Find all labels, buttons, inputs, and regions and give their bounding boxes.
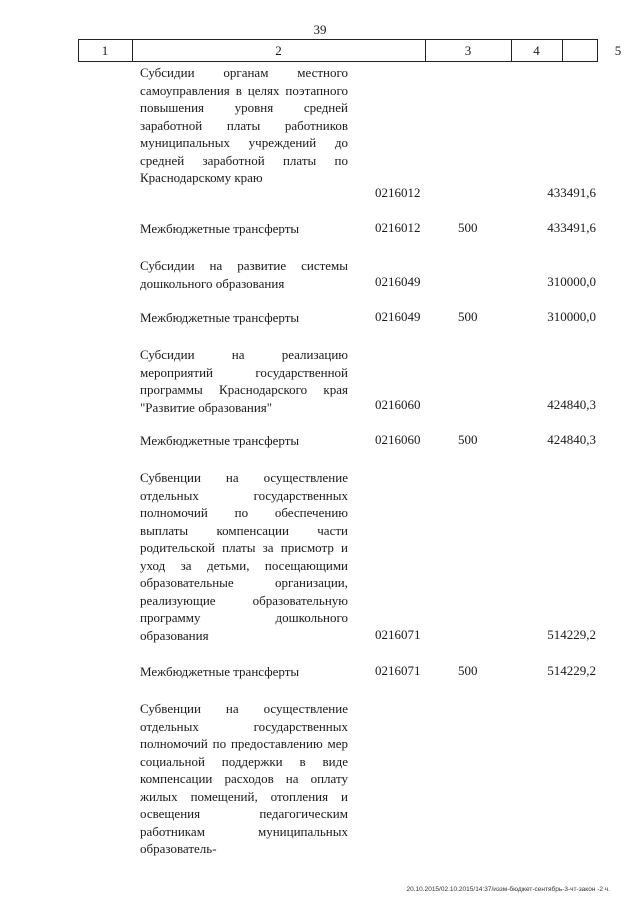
row-amount: 424840,3 [547,397,596,412]
row-code: 0216071 [375,627,421,642]
row-amount: 310000,0 [547,309,596,324]
row-amount: 433491,6 [547,220,596,235]
row-code: 0216049 [375,309,421,324]
column-divider [425,39,426,61]
header-cell-5: 5 [614,43,622,58]
column-divider [597,39,598,61]
row-code: 0216049 [375,274,421,289]
row-amount: 310000,0 [547,274,596,289]
header-cell-3: 3 [464,43,472,58]
row-amount: 424840,3 [547,432,596,447]
row-code: 0216060 [375,397,421,412]
row-description: Межбюджетные трансферты [140,221,300,236]
column-divider [78,39,79,61]
column-divider [132,39,133,61]
row-code: 0216012 [375,220,421,235]
footer-stamp: 20.10.2015/02.10.2015/14:37/иззм-бюджет-сентябрь-3-чт-закон -2 ч. [406,886,610,893]
row-type: 500 [458,663,478,678]
header-cell-2: 2 [275,43,282,58]
row-code: 0216012 [375,185,421,200]
row-amount: 514229,2 [547,663,596,678]
row-description: Субсидии органам местного самоуправления в целях поэтапного повышения уровня средней заработной платы работников муниципальных учреждений до средней заработной платы по Краснодарскому краю [140,65,348,185]
table-header-row [78,39,622,62]
row-type: 500 [458,220,478,235]
page-number: 39 [313,22,327,37]
row-description: Субсидии на развитие системы дошкольного образования [140,258,348,291]
header-cell-4: 4 [533,43,540,58]
row-code: 0216071 [375,663,421,678]
row-description: Субвенции на осуществление отдельных государственных полномочий по предоставлению мер социальной поддержки в виде компенсации расходов на оплату жилых помещений, отопления и освещения педагогическим работникам муниципальных образователь- [140,701,348,856]
row-description: Межбюджетные трансферты [140,664,300,679]
row-code: 0216060 [375,432,421,447]
column-divider [562,39,563,61]
row-type: 500 [458,309,478,324]
row-amount: 433491,6 [547,185,596,200]
row-description: Межбюджетные трансферты [140,310,300,325]
row-description: Межбюджетные трансферты [140,433,300,448]
row-description: Субсидии на реализацию мероприятий государственной программы Краснодарского края "Развитие образования" [140,347,348,415]
row-type: 500 [458,432,478,447]
column-divider [511,39,512,61]
header-cell-1: 1 [101,43,109,58]
row-amount: 514229,2 [547,627,596,642]
row-description: Субвенции на осуществление отдельных государственных полномочий по обеспечению выплаты компенсации части родительской платы за присмотр и уход за детьми, посещающими образовательные организации, реализующие образовательную программу дошкольного образования [140,470,348,643]
